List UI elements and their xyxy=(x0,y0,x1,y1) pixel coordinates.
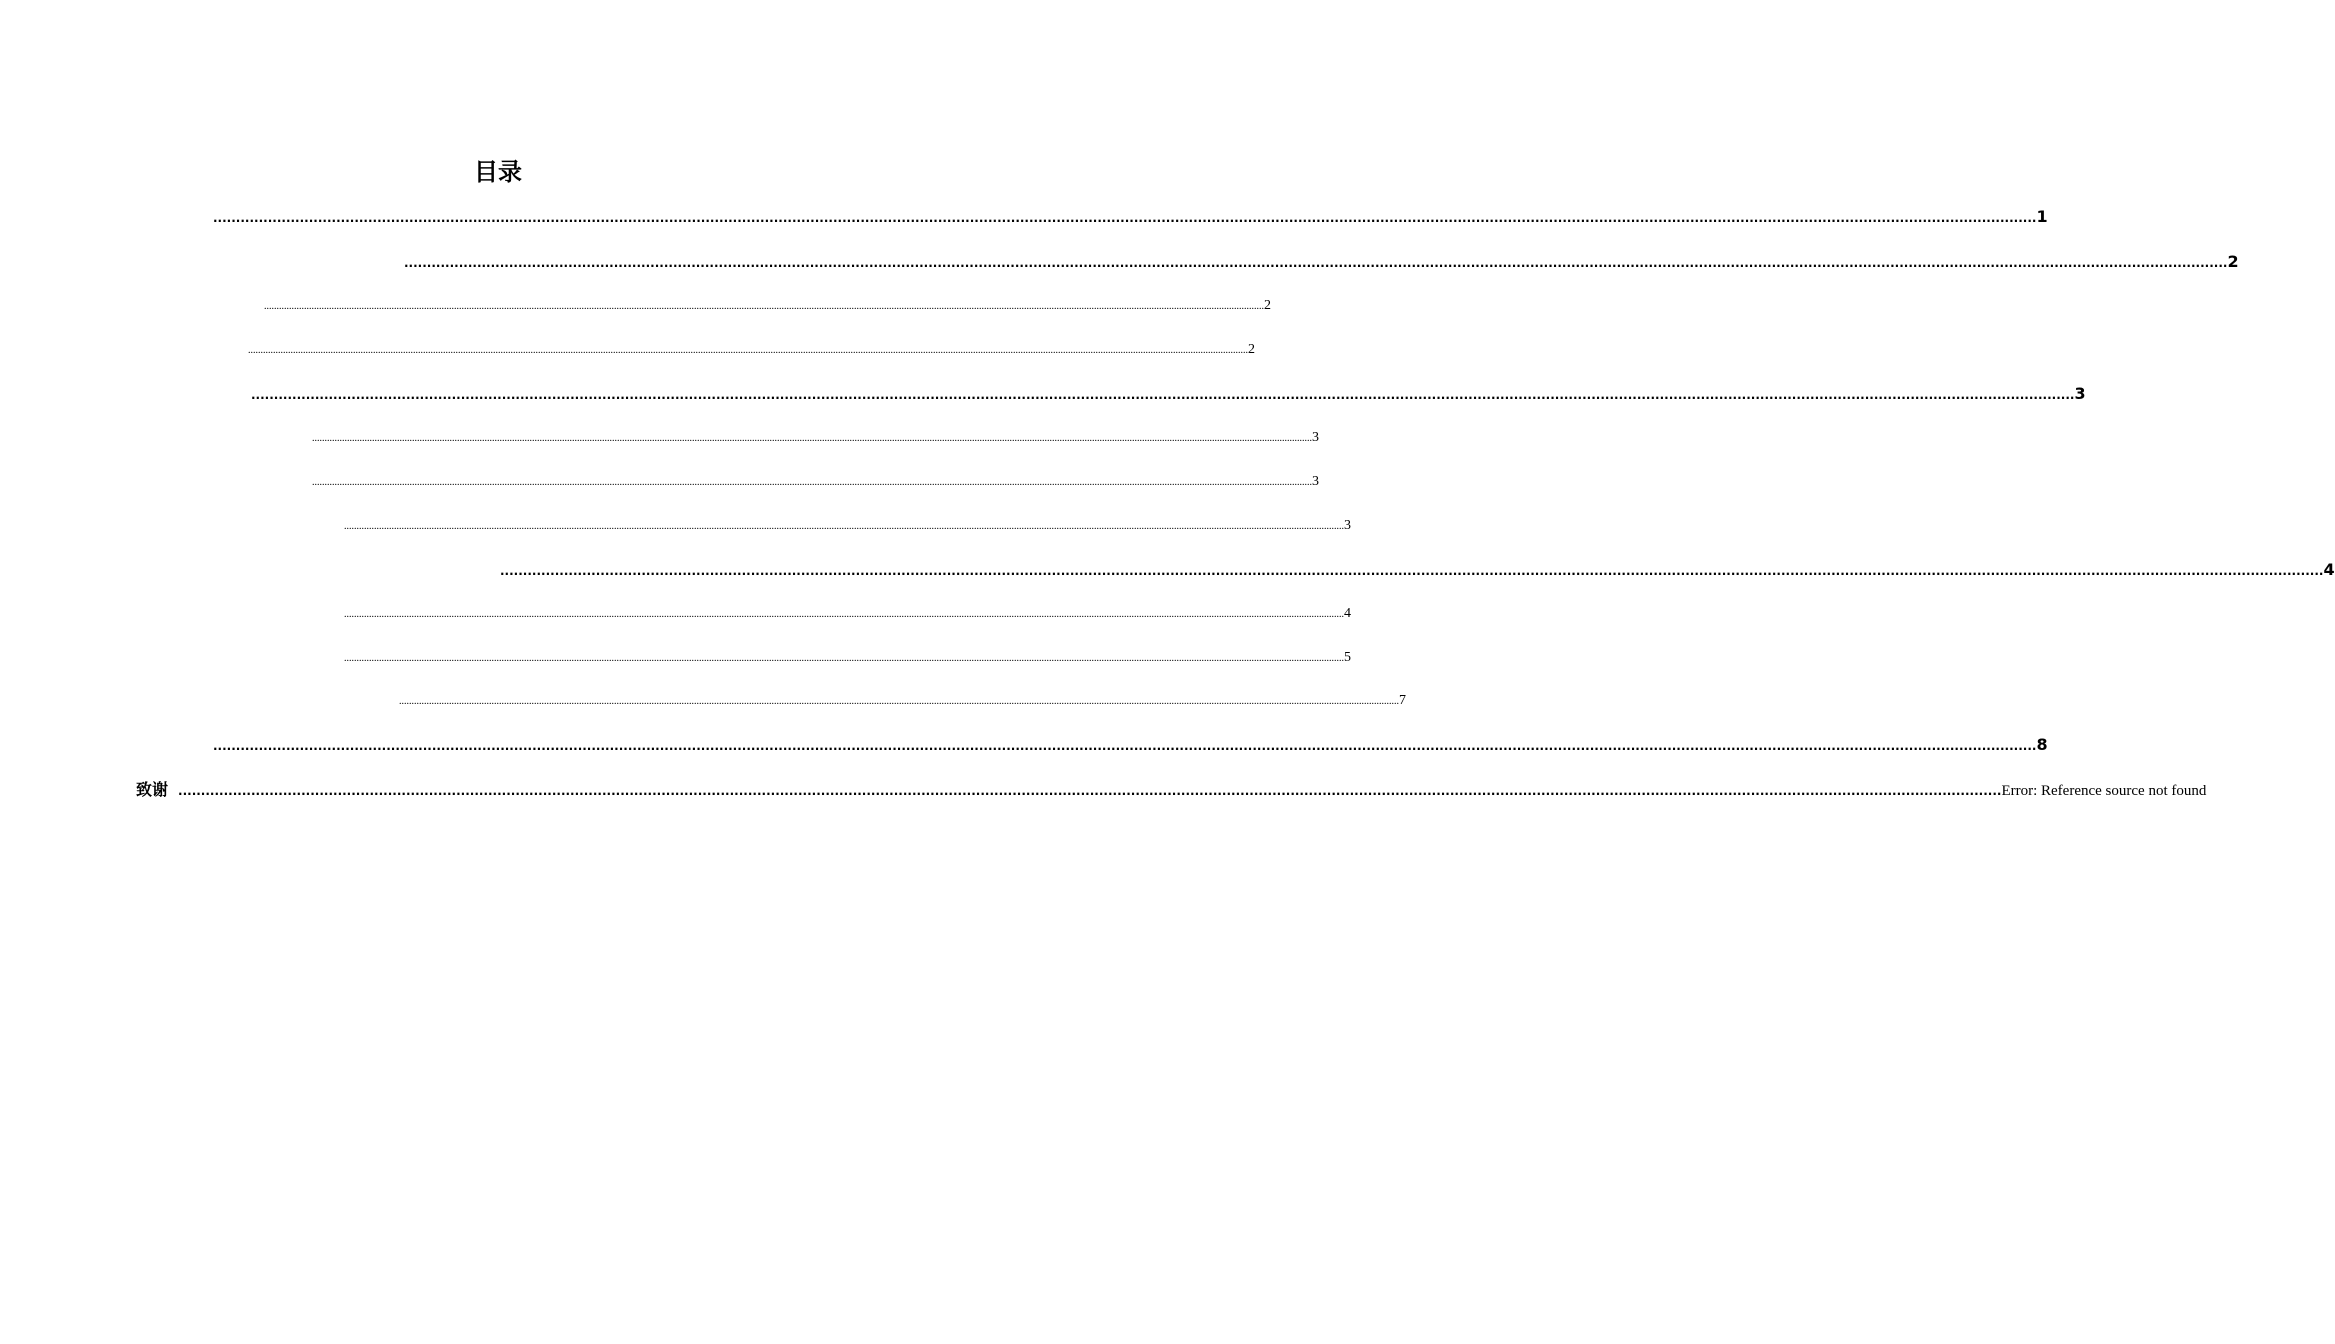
toc-entry-label: 致谢 xyxy=(136,780,169,799)
toc-entry[interactable] xyxy=(312,426,1319,450)
toc-entry[interactable] xyxy=(344,514,1351,538)
toc-leader-dots: ................................................................................................................................................................................................................................................................................................................................................................................................................ xyxy=(500,564,2324,578)
toc-page-number: 5 xyxy=(1344,650,1351,665)
toc-page-number: 3 xyxy=(1312,474,1319,489)
toc-page-number: 2 xyxy=(1264,298,1271,313)
toc-page-number: 4 xyxy=(2323,560,2335,579)
toc-leader-dots: ................................................................................................................................................................................................................................................................................................................................................................................................................ xyxy=(344,653,1344,664)
toc-entry[interactable] xyxy=(248,338,1255,362)
toc-leader-dots: ................................................................................................................................................................................................................................................................................................................................................................................................................ xyxy=(213,739,2037,753)
toc-page-number: 4 xyxy=(1344,606,1351,621)
toc-leader-dots: ................................................................................................................................................................................................................................................................................................................................................................................................................ xyxy=(213,211,2037,225)
toc-entry[interactable] xyxy=(213,733,2048,757)
toc-leader-dots: ................................................................................................................................................................................................................................................................................................................................................................................................................ xyxy=(264,301,1264,312)
toc-entry[interactable] xyxy=(500,558,2335,582)
toc-leader-dots: ................................................................................................................................................................................................................................................................................................................................................................................................................ xyxy=(312,477,1312,488)
toc-leader-dots: ................................................................................................................................................................................................................................................................................................................................................................................................................ xyxy=(251,388,2075,402)
toc-entry[interactable] xyxy=(399,689,1406,713)
toc-page-number-error: Error: Reference source not found xyxy=(2001,783,2207,799)
toc-leader-dots: ................................................................................................................................................................................................................................................................................................................................................................................................................ xyxy=(248,345,1248,356)
toc-entry[interactable] xyxy=(344,646,1351,670)
toc-page-number: 1 xyxy=(2036,207,2048,226)
toc-page-number: 3 xyxy=(1312,430,1319,445)
toc-leader-dots: ................................................................................................................................................................................................................................................................................................................................................................................................................ xyxy=(344,609,1344,620)
toc-leader-dots: ................................................................................................................................................................................................................................................................................................................................................................................................................ xyxy=(404,256,2228,270)
toc-page-number: 2 xyxy=(1248,342,1255,357)
toc-entry[interactable] xyxy=(344,602,1351,626)
toc-leader-dots: ................................................................................................................................................................................................................................................................................................................................................................................................................ xyxy=(178,784,2002,798)
toc-entry[interactable] xyxy=(312,470,1319,494)
toc-page-number: 7 xyxy=(1399,693,1406,708)
toc-entry[interactable] xyxy=(264,294,1271,318)
toc-page-number: 3 xyxy=(2074,384,2086,403)
toc-entry-acknowledgements[interactable] xyxy=(136,778,2207,802)
toc-entry[interactable] xyxy=(404,250,2239,274)
toc-page-number: 8 xyxy=(2036,735,2048,754)
toc-entry[interactable] xyxy=(213,205,2048,229)
toc-leader-dots: ................................................................................................................................................................................................................................................................................................................................................................................................................ xyxy=(399,696,1399,707)
toc-page-number: 2 xyxy=(2227,252,2239,271)
toc-title: 目录 xyxy=(474,158,522,186)
toc-entry[interactable] xyxy=(251,382,2086,406)
toc-page-number: 3 xyxy=(1344,518,1351,533)
toc-leader-dots: ................................................................................................................................................................................................................................................................................................................................................................................................................ xyxy=(312,433,1312,444)
toc-leader-dots: ................................................................................................................................................................................................................................................................................................................................................................................................................ xyxy=(344,521,1344,532)
